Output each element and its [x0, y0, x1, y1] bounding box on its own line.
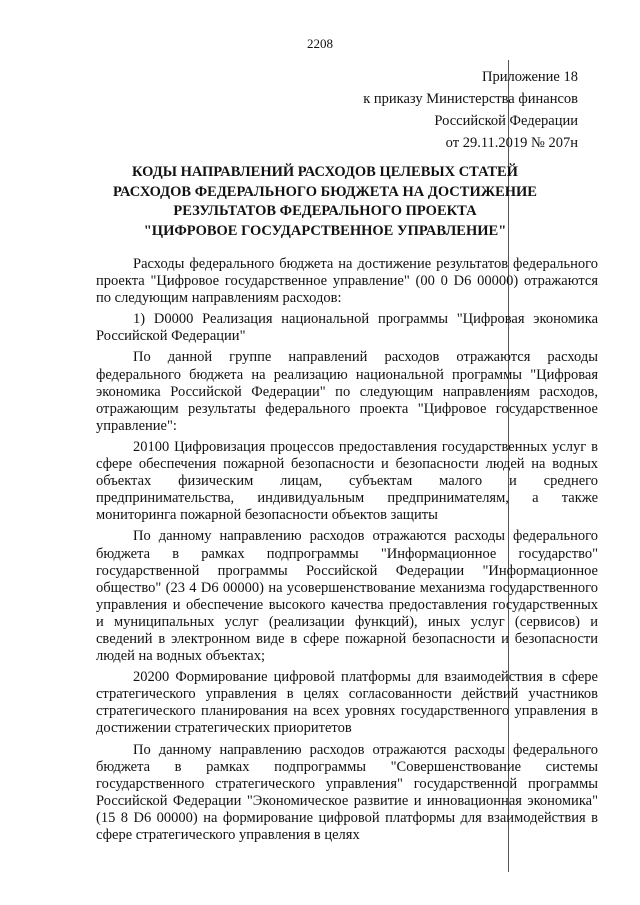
appendix-line-2: к приказу Министерства финансов — [363, 91, 578, 107]
appendix-line-3: Российской Федерации — [434, 113, 578, 129]
appendix-block — [278, 66, 578, 154]
paragraph: По данному направлению расходов отражаются расходы федерального бюджета в рамках подпрограммы "Совершенствование системы государственного стратегического управления" государственной программы Российской Федерации "Экономическое развитие и инновационная экономика" (15 8 D6 00000) на формирование цифровой платформы для взаимодействия в сфере стратегического управления в целях — [96, 741, 598, 843]
title-line-3: РЕЗУЛЬТАТОВ ФЕДЕРАЛЬНОГО ПРОЕКТА — [173, 203, 477, 219]
appendix-line-1: Приложение 18 — [482, 69, 578, 85]
paragraph: По данному направлению расходов отражаются расходы федерального бюджета в рамках подпрограммы "Информационное государство" государственной программы Российской Федерации "Информационное общество" (23 4 D6 00000) на усовершенствование механизма государственного управления и обеспечение высокого качества предоставления государственных и муниципальных услуг (реализации функций), иных услуг (сервисов) и сведений в электронном виде в сфере пожарной безопасности и безопасности людей на водных объектах; — [96, 528, 598, 665]
appendix-line-4: от 29.11.2019 № 207н — [445, 135, 578, 151]
title-line-4: "ЦИФРОВОЕ ГОСУДАРСТВЕННОЕ УПРАВЛЕНИЕ" — [143, 222, 507, 239]
paragraph: 1) D0000 Реализация национальной программы "Цифровая экономика Российской Федерации" — [96, 311, 598, 345]
paragraph: 20200 Формирование цифровой платформы для взаимодействия в сфере стратегического управления в целях согласованности действий участников стратегического планирования на всех уровнях государственного управления в достижении стратегических приоритетов — [96, 669, 598, 737]
title-line-1: КОДЫ НАПРАВЛЕНИЙ РАСХОДОВ ЦЕЛЕВЫХ СТАТЕЙ — [132, 164, 518, 180]
document-body — [96, 256, 598, 848]
paragraph: 20100 Цифровизация процессов предоставления государственных услуг в сфере обеспечения пожарной безопасности и безопасности людей на водных объектах физическим лицам, субъектам малого и среднего предпринимательства, индивидуальным предпринимателям, а также мониторинга пожарной безопасности объектов защиты — [96, 438, 598, 524]
document-title — [80, 163, 570, 241]
page-number: 2208 — [307, 36, 333, 51]
paragraph: По данной группе направлений расходов отражаются расходы федерального бюджета на реализацию национальной программы "Цифровая экономика Российской Федерации" по следующим направлениям расходов, отражающим результаты федерального проекта "Цифровое государственное управление": — [96, 349, 598, 434]
title-line-2: РАСХОДОВ ФЕДЕРАЛЬНОГО БЮДЖЕТА НА ДОСТИЖЕНИЕ — [113, 183, 537, 200]
paragraph: Расходы федерального бюджета на достижение результатов федерального проекта "Цифровое государственное управление" (00 0 D6 00000) отражаются по следующим направлениям расходов: — [96, 256, 598, 307]
